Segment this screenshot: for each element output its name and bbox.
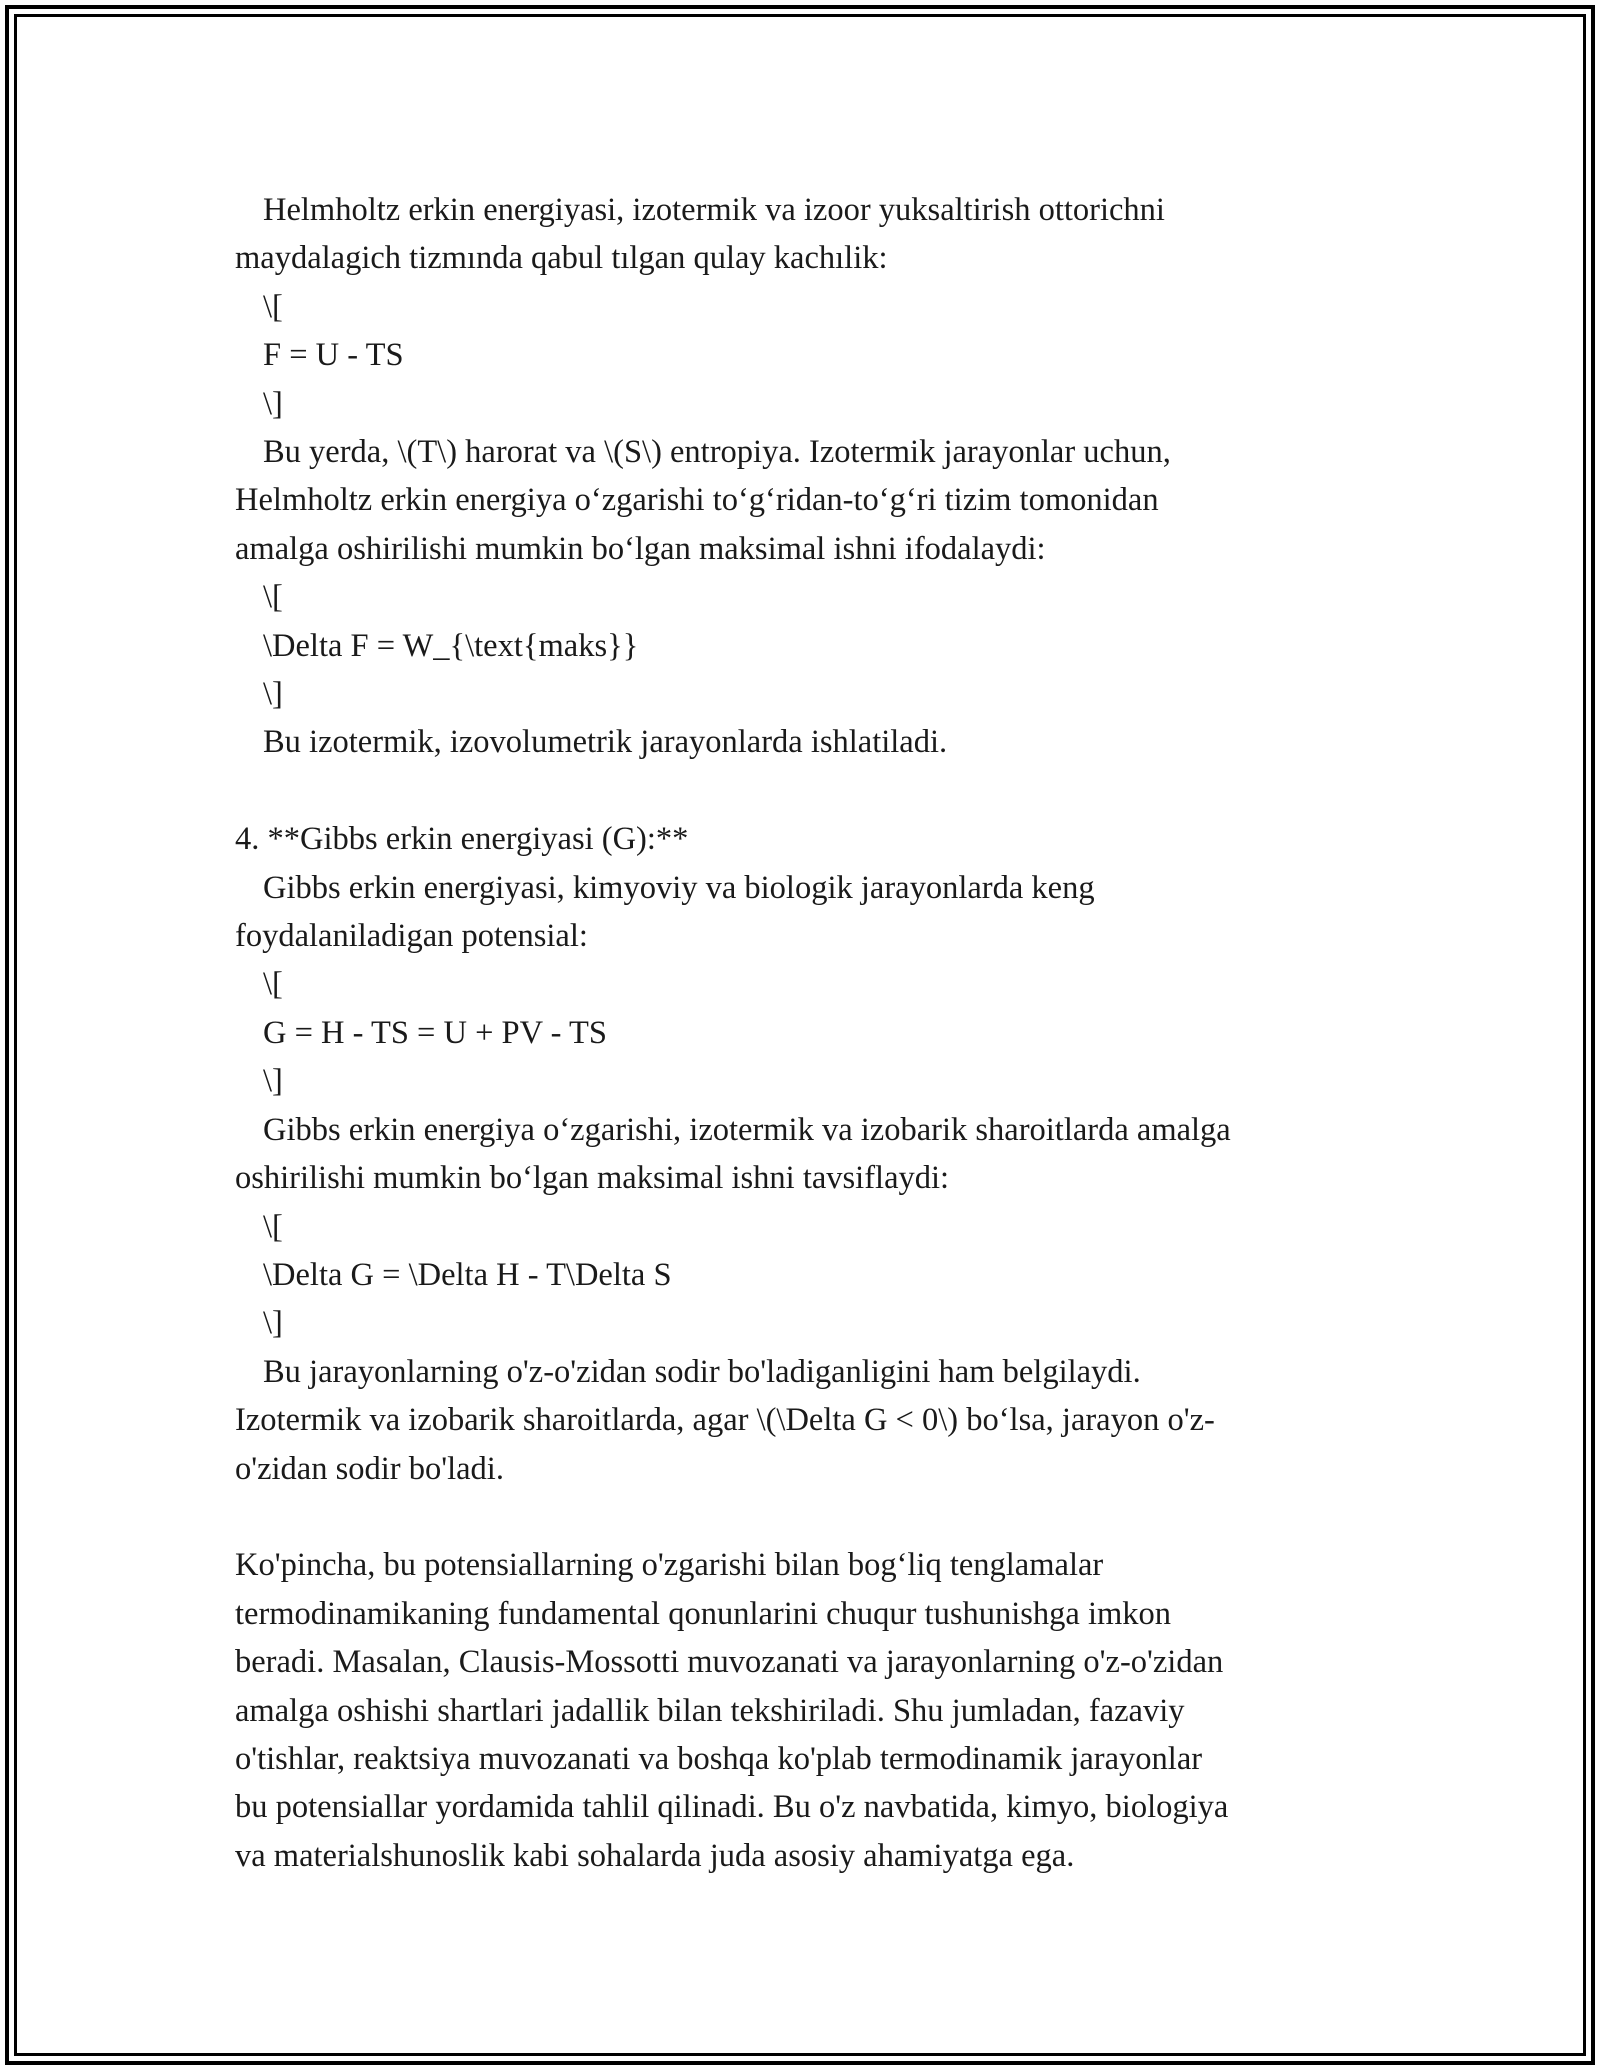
- text-line: o'tishlar, reaktsiya muvozanati va boshqa ko'plab termodinamik jarayonlar: [235, 1740, 1203, 1777]
- math-delimiter: \]: [263, 385, 283, 422]
- equation-line: G = H - TS = U + PV - TS: [263, 1014, 607, 1051]
- text-line: amalga oshirilishi mumkin boʻlgan maksimal ishni ifodalaydi:: [235, 530, 1046, 567]
- equation-line: F = U - TS: [263, 337, 404, 374]
- text-line: termodinamikaning fundamental qonunlarini chuqur tushunishga imkon: [235, 1595, 1172, 1632]
- math-delimiter: \[: [263, 966, 283, 1003]
- text-line: va materialshunoslik kabi sohalarda juda asosiy ahamiyatga ega.: [235, 1837, 1075, 1874]
- document-body: [235, 186, 1375, 1880]
- blank-line: [235, 767, 1375, 815]
- text-line: Izotermik va izobarik sharoitlarda, agar \(\Delta G < 0\) boʻlsa, jarayon o'z-: [235, 1402, 1215, 1439]
- math-delimiter: \[: [263, 579, 283, 616]
- text-line: Bu jarayonlarning o'z-o'zidan sodir bo'ladiganligini ham belgilaydi.: [263, 1353, 1141, 1390]
- text-line: bu potensiallar yordamida tahlil qilinadi. Bu o'z navbatida, kimyo, biologiya: [235, 1789, 1229, 1826]
- blank-line: [235, 1493, 1375, 1541]
- text-line: oshirilishi mumkin boʻlgan maksimal ishni tavsiflaydi:: [235, 1160, 950, 1197]
- text-line: maydalagich tizmında qabul tılgan qulay kachılik:: [235, 240, 888, 277]
- text-line: Ko'pincha, bu potensiallarning o'zgarishi bilan bogʻliq tenglamalar: [235, 1547, 1104, 1584]
- text-line: Gibbs erkin energiya oʻzgarishi, izotermik va izobarik sharoitlarda amalga: [263, 1111, 1231, 1148]
- math-delimiter: \[: [263, 288, 283, 325]
- text-line: beradi. Masalan, Clausis-Mossotti muvozanati va jarayonlarning o'z-o'zidan: [235, 1644, 1224, 1681]
- text-line: Gibbs erkin energiyasi, kimyoviy va biologik jarayonlarda keng: [263, 869, 1095, 906]
- text-line: Bu yerda, \(T\) harorat va \(S\) entropiya. Izotermik jarayonlar uchun,: [263, 434, 1171, 471]
- math-delimiter: \]: [263, 676, 283, 713]
- text-line: o'zidan sodir bo'ladi.: [235, 1450, 504, 1487]
- math-delimiter: \]: [263, 1063, 283, 1100]
- section-heading: 4. **Gibbs erkin energiyasi (G):**: [235, 821, 689, 858]
- equation-line: \Delta F = W_{\text{maks}}: [263, 627, 639, 664]
- text-line: Bu izotermik, izovolumetrik jarayonlarda ishlatiladi.: [263, 724, 948, 761]
- math-delimiter: \[: [263, 1208, 283, 1245]
- text-line: amalga oshishi shartlari jadallik bilan tekshiriladi. Shu jumladan, fazaviy: [235, 1692, 1185, 1729]
- text-line: foydalaniladigan potensial:: [235, 918, 588, 955]
- text-line: Helmholtz erkin energiya oʻzgarishi toʻgʻridan-toʻgʻri tizim tomonidan: [235, 482, 1159, 519]
- text-line: Helmholtz erkin energiyasi, izotermik va izoor yuksaltirish ottorichni: [263, 192, 1165, 228]
- math-delimiter: \]: [263, 1305, 283, 1342]
- equation-line: \Delta G = \Delta H - T\Delta S: [263, 1256, 672, 1293]
